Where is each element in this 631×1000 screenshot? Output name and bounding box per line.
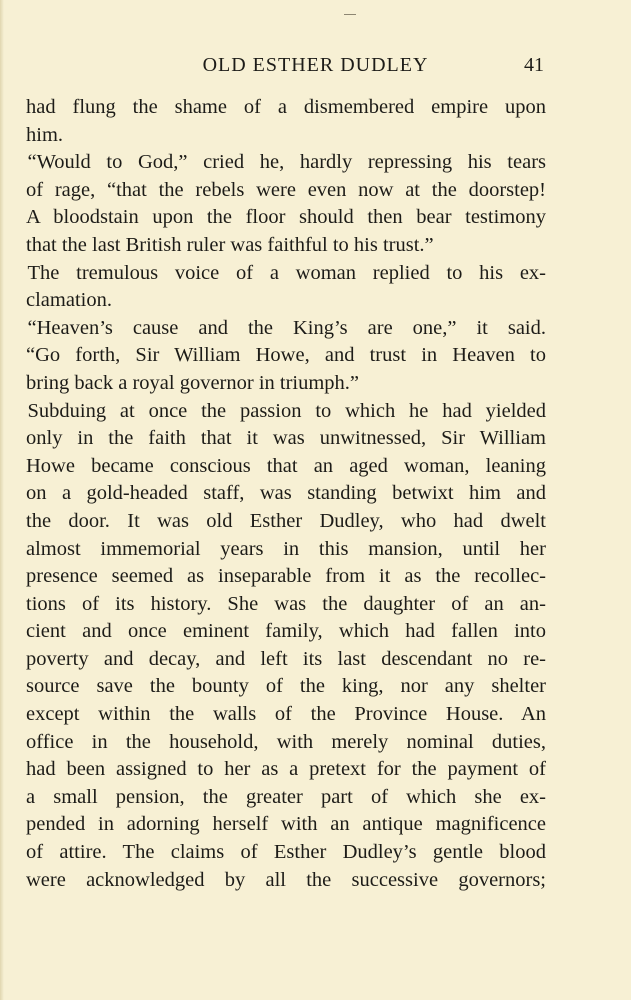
page-number: 41: [524, 54, 544, 76]
text-line: “Go forth, Sir William Howe, and trust in Heaven to: [26, 344, 546, 367]
running-title: OLD ESTHER DUDLEY: [202, 54, 429, 76]
text-line: the door. It was old Esther Dudley, who had dwelt: [26, 509, 546, 532]
text-line: Subduing at once the passion to which he had yielded: [27, 399, 546, 422]
body-text: [26, 94, 546, 894]
text-line: had flung the shame of a dismembered empire upon: [26, 96, 546, 118]
text-line: pended in adorning herself with an antique magnificence: [26, 813, 546, 836]
text-line: a small pension, the greater part of which she ex-: [26, 785, 546, 808]
text-line: poverty and decay, and left its last descendant no re-: [26, 647, 546, 670]
text-line: “Would to God,” cried he, hardly repressing his tears: [27, 151, 546, 174]
text-line: only in the faith that it was unwitnessed, Sir William: [26, 427, 546, 450]
text-line: “Heaven’s cause and the King’s are one,” it said.: [27, 316, 546, 339]
page-edge: [0, 0, 4, 1000]
text-line: A bloodstain upon the floor should then bear testimony: [26, 206, 546, 229]
top-mark: [344, 14, 356, 15]
text-line: The tremulous voice of a woman replied to his ex-: [27, 261, 546, 284]
text-line: that the last British ruler was faithful to his trust.”: [26, 233, 434, 256]
text-line: tions of its history. She was the daughter of an an-: [26, 592, 546, 615]
text-line: were acknowledged by all the successive governors;: [26, 868, 546, 891]
text-line: on a gold-headed staff, was standing betwixt him and: [26, 482, 546, 505]
text-line: presence seemed as inseparable from it as the recollec-: [26, 565, 546, 588]
text-line: of rage, “that the rebels were even now at the doorstep!: [26, 178, 546, 201]
text-line: of attire. The claims of Esther Dudley’s gentle blood: [26, 841, 546, 864]
text-line: source save the bounty of the king, nor any shelter: [26, 675, 546, 698]
text-line: Howe became conscious that an aged woman, leaning: [26, 454, 546, 477]
text-line: office in the household, with merely nominal duties,: [26, 730, 546, 753]
text-line: him.: [26, 123, 64, 146]
text-line: bring back a royal governor in triumph.”: [26, 371, 360, 394]
text-line: cient and once eminent family, which had fallen into: [26, 620, 546, 643]
text-line: almost immemorial years in this mansion, until her: [26, 537, 546, 560]
text-line: except within the walls of the Province House. An: [26, 703, 546, 726]
text-line: had been assigned to her as a pretext for the payment of: [26, 758, 546, 781]
text-line: clamation.: [26, 289, 112, 312]
